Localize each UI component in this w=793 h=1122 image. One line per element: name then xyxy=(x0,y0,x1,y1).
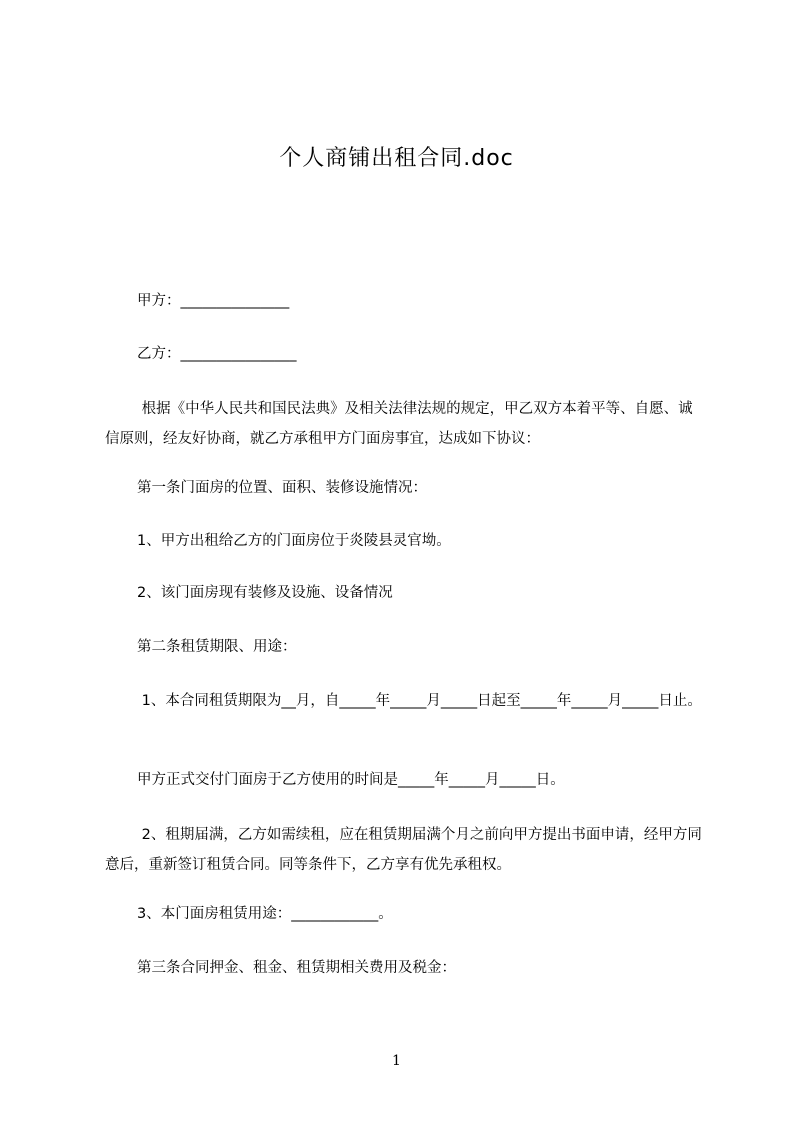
party-b-line: 乙方：________________ xyxy=(137,346,297,362)
delivery-date-line: 甲方正式交付门面房于乙方使用的时间是_____年_____月_____日。 xyxy=(137,772,565,788)
article-2-heading: 第二条租赁期限、用途： xyxy=(137,639,297,655)
article-1-clause-1: 1、甲方出租给乙方的门面房位于炎陵县灵官坳。 xyxy=(137,533,451,549)
article-1-clause-2: 2、该门面房现有装修及设施、设备情况 xyxy=(137,585,393,601)
preamble-paragraph: 根据《中华人民共和国民法典》及相关法律法规的规定，甲乙双方本着平等、自愿、诚信原则，经友好协商，就乙方承租甲方门面房事宜，达成如下协议： xyxy=(105,401,693,447)
article-2-clause-1: 1、本合同租赁期限为__月，自_____年_____月_____日起至_____年_____月_____日止。 xyxy=(137,693,702,709)
article-2-clause-2: 2、租期届满，乙方如需续租，应在租赁期届满个月之前向甲方提出书面申请，经甲方同意后，重新签订租赁合同。同等条件下，乙方享有优先承租权。 xyxy=(105,827,702,873)
page-number: 1 xyxy=(392,1053,401,1069)
article-3-heading: 第三条合同押金、租金、租赁期相关费用及税金： xyxy=(137,960,456,976)
article-1-heading: 第一条门面房的位置、面积、装修设施情况： xyxy=(137,480,427,496)
party-a-line: 甲方：_______________ xyxy=(137,293,290,309)
article-2-clause-3: 3、本门面房租赁用途：____________。 xyxy=(137,906,393,922)
document-title: 个人商铺出租合同.doc xyxy=(279,146,514,171)
